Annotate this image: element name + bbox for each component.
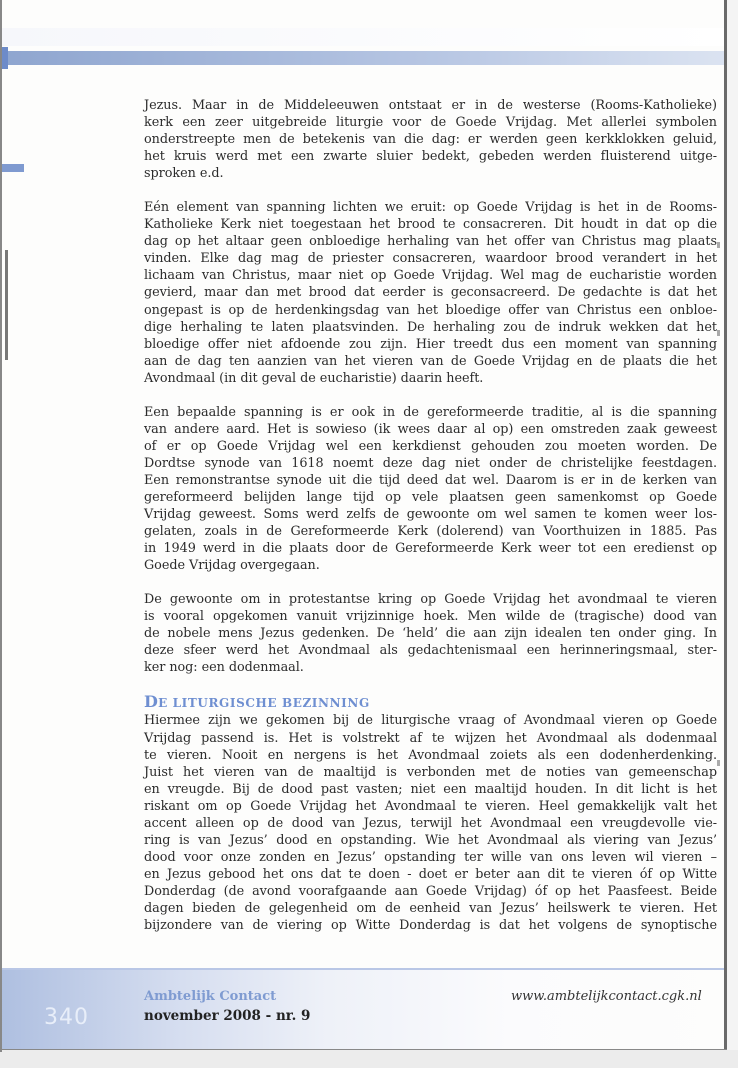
journal-title: Ambtelijk Contact: [144, 989, 277, 1004]
text-line: Katholieke Kerk niet toegestaan het brood te consacreren. Dit houdt in dat op die: [144, 217, 717, 233]
text-line: Donderdag (de avond voorafgaande aan Goede Vrijdag) óf op het Paasfeest. Beide: [144, 883, 717, 899]
paragraph-1: [144, 97, 717, 182]
website-link[interactable]: www.ambtelijkcontact.cgk.nl: [511, 989, 702, 1004]
section-paragraph: [144, 712, 717, 934]
text-line: gevierd, maar dan met brood dat eerder is geconsacreerd. De gedachte is dat het: [144, 285, 717, 301]
text-line: sproken e.d.: [144, 166, 224, 182]
text-line: dige herhaling te laten plaatsvinden. De herhaling zou de indruk wekken dat het: [144, 319, 717, 335]
header-color-band: [0, 51, 724, 65]
text-line: onderstreepte men de betekenis van die dag: er werden geen kerkklokken geluid,: [144, 132, 717, 148]
text-line: Avondmaal (in dit geval de eucharistie) daarin heeft.: [144, 370, 484, 386]
page-left-edge: [0, 0, 2, 1052]
text-line: Jezus. Maar in de Middeleeuwen ontstaat er in de westerse (Rooms-Katholieke): [144, 98, 717, 113]
paragraph-4: [144, 591, 717, 676]
page-bottom-margin: [0, 1050, 738, 1068]
text-line: ker nog: een dodenmaal.: [144, 660, 304, 676]
text-line: het kruis werd met een zwarte sluier bedekt, gebeden werden fluisterend uitge-: [144, 149, 717, 165]
issue-label: november 2008 - nr. 9: [144, 1008, 311, 1024]
text-line: in 1949 werd in die plaats door de Gereformeerde Kerk weer tot een eredienst op: [144, 541, 717, 557]
text-line: gelaten, zoals in de Gereformeerde Kerk (dolerend) van Voorthuizen in 1885. Pas: [144, 524, 717, 540]
text-line: en Jezus gebood het ons dat te doen - doet er beter aan dit te vieren óf op Witte: [144, 866, 717, 882]
text-line: deze sfeer werd het Avondmaal als gedachtenismaal een herinneringsmaal, ster-: [144, 643, 717, 659]
text-line: De gewoonte om in protestantse kring op Goede Vrijdag het avondmaal te vieren: [144, 592, 717, 608]
top-faint-band: [0, 28, 724, 46]
section-heading: [144, 693, 717, 712]
text-line: aan de dag ten aanzien van het vieren van de Goede Vrijdag en de plaats die het: [144, 353, 717, 369]
footer-band: [0, 968, 727, 1050]
text-line: te vieren. Nooit en nergens is het Avondmaal zoiets als een dodenherdenking.: [144, 747, 717, 763]
paragraph-3: [144, 404, 717, 574]
text-line: dag op het altaar geen onbloedige herhaling van het offer van Christus mag plaats: [144, 234, 717, 250]
text-line: Vrijdag geweest. Soms werd zelfs de gewoonte om wel samen te komen weer los-: [144, 507, 717, 523]
text-line: Juist het vieren van de maaltijd is verbonden met de noties van gemeenschap: [144, 764, 717, 780]
left-margin-rule: [5, 250, 8, 360]
text-line: van andere aard. Het is sowieso (ik wees daar al op) een omstreden zaak geweest: [144, 421, 717, 437]
article-body: [144, 97, 717, 951]
left-tab-marker: [0, 164, 24, 172]
text-line: riskant om op Goede Vrijdag het Avondmaal te vieren. Heel gemakkelijk valt het: [144, 798, 717, 814]
text-line: is vooral opgekomen vanuit vrijzinnige hoek. Men wilde de (tragische) dood van: [144, 609, 717, 625]
text-line: de nobele mens Jezus gedenken. De ‘held’ die aan zijn idealen ten onder ging. In: [144, 626, 717, 642]
text-line: Een remonstrantse synode uit die tijd deed dat wel. Daarom is er in de kerken van: [144, 472, 717, 488]
text-line: Vrijdag passend is. Het is volstrekt af te wijzen het Avondmaal als dodenmaal: [144, 730, 717, 746]
paragraph-2: [144, 199, 717, 387]
heading-rest: E LITURGISCHE BEZINNING: [158, 696, 370, 711]
page-number: 340: [44, 1005, 89, 1030]
text-line: kerk een zeer uitgebreide liturgie voor de Goede Vrijdag. Met allerlei symbolen: [144, 115, 717, 131]
text-line: accent alleen op de dood van Jezus, terwijl het Avondmaal een vreugdevolle vie-: [144, 815, 717, 831]
text-line: lichaam van Christus, maar niet op Goede Vrijdag. Wel mag de eucharistie worden: [144, 268, 717, 284]
page-gutter: [727, 0, 738, 1068]
text-line: Hiermee zijn we gekomen bij de liturgische vraag of Avondmaal vieren op Goede: [144, 713, 717, 729]
heading-initial: D: [144, 692, 159, 712]
right-margin-mark: [717, 330, 720, 336]
text-line: vinden. Elke dag mag de priester consacreren, waardoor brood verandert in het: [144, 251, 717, 267]
text-line: ongepast is op de herdenkingsdag van het bloedige offer van Christus een onbloe-: [144, 302, 717, 318]
footer-rule: [0, 968, 727, 970]
text-line: Een bepaalde spanning is er ook in de gereformeerde traditie, al is die spanning: [144, 404, 717, 420]
text-line: Dordtse synode van 1618 noemt deze dag niet onder de christelijke feestdagen.: [144, 455, 717, 471]
text-line: dood voor onze zonden en Jezus’ opstanding ter wille van ons leven wil vieren –: [144, 849, 717, 865]
text-line: en vreugde. Bij de dood past vasten; niet een maaltijd houden. In dit licht is het: [144, 781, 717, 797]
right-margin-mark: [717, 760, 720, 766]
text-line: Goede Vrijdag overgegaan.: [144, 558, 320, 574]
text-line: dagen bieden de gelegenheid om de eenheid van Jezus’ heilswerk te vieren. Het: [144, 900, 717, 916]
right-margin-mark: [717, 242, 720, 248]
text-line: bijzondere van de viering op Witte Donderdag is dat het volgens de synoptische: [144, 918, 717, 934]
text-line: Eén element van spanning lichten we eruit: op Goede Vrijdag is het in de Rooms-: [144, 200, 717, 216]
text-line: bloedige offer niet afdoende zou zijn. Hier treedt dus een moment van spanning: [144, 336, 717, 352]
text-line: ring is van Jezus’ dood en opstanding. Wie het Avondmaal als viering van Jezus’: [144, 832, 717, 848]
text-line: gereformeerd belijden lange tijd op vele plaatsen geen samenkomst op Goede: [144, 489, 717, 505]
text-line: of er op Goede Vrijdag wel een kerkdienst gehouden zou moeten worden. De: [144, 438, 717, 454]
